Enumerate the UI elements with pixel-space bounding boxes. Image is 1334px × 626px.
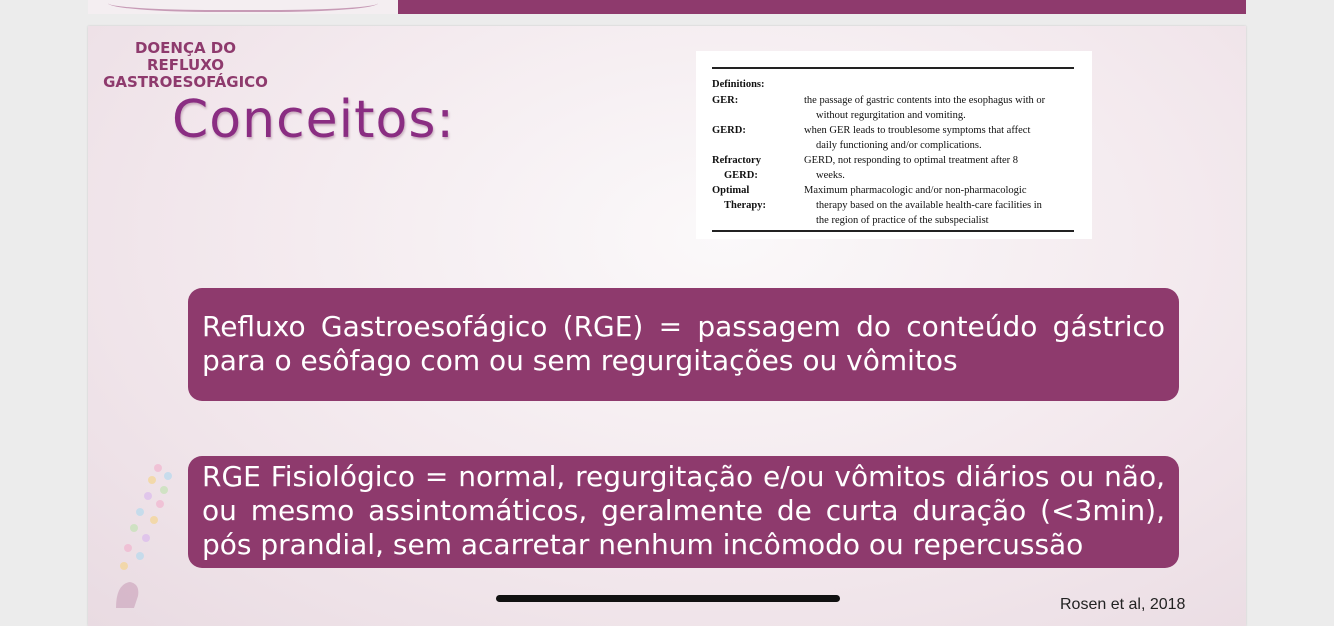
definition-term: Refractory GERD:: [712, 155, 761, 181]
definition-term: Optimal Therapy:: [712, 185, 766, 211]
definition-desc: when GER leads to troublesome symptoms that affect daily functioning and/or complications.: [804, 125, 1031, 151]
slide-heading: Conceitos:: [172, 90, 455, 150]
slide: [88, 26, 1246, 626]
section-title: [98, 40, 273, 91]
section-title-line1: DOENÇA DO REFLUXO: [134, 39, 237, 74]
table-top-rule: [712, 67, 1074, 69]
citation: Rosen et al, 2018: [1060, 596, 1186, 613]
presenter-logo: [88, 0, 398, 14]
balloons-illustration: [110, 458, 180, 608]
definitions-table: [696, 51, 1092, 239]
home-indicator-bar[interactable]: [496, 595, 840, 602]
concept-card-rge: Refluxo Gastroesofágico (RGE) = passagem do conteúdo gástrico para o esôfago com ou sem regurgitações ou vômitos: [188, 288, 1179, 401]
definition-term: GER:: [712, 95, 739, 106]
section-title-line2: GASTROESOFÁGICO: [103, 73, 268, 91]
definition-desc: GERD, not responding to optimal treatment after 8 weeks.: [804, 155, 1019, 181]
definitions-header: Definitions:: [712, 79, 765, 90]
table-bottom-rule: [712, 230, 1074, 232]
definition-term: GERD:: [712, 125, 746, 136]
definition-desc: the passage of gastric contents into the esophagus with or without regurgitation and vomiting.: [804, 95, 1046, 121]
definition-desc: Maximum pharmacologic and/or non-pharmacologic therapy based on the available health-care facilities in the region of practice of the subspecialist: [804, 185, 1042, 226]
concept-card-rge-fisiologico: RGE Fisiológico = normal, regurgitação e/ou vômitos diários ou não, ou mesmo assintomáticos, geralmente de curta duração (<3min), pós prandial, sem acarretar nenhum incômodo ou repercussão: [188, 456, 1179, 568]
